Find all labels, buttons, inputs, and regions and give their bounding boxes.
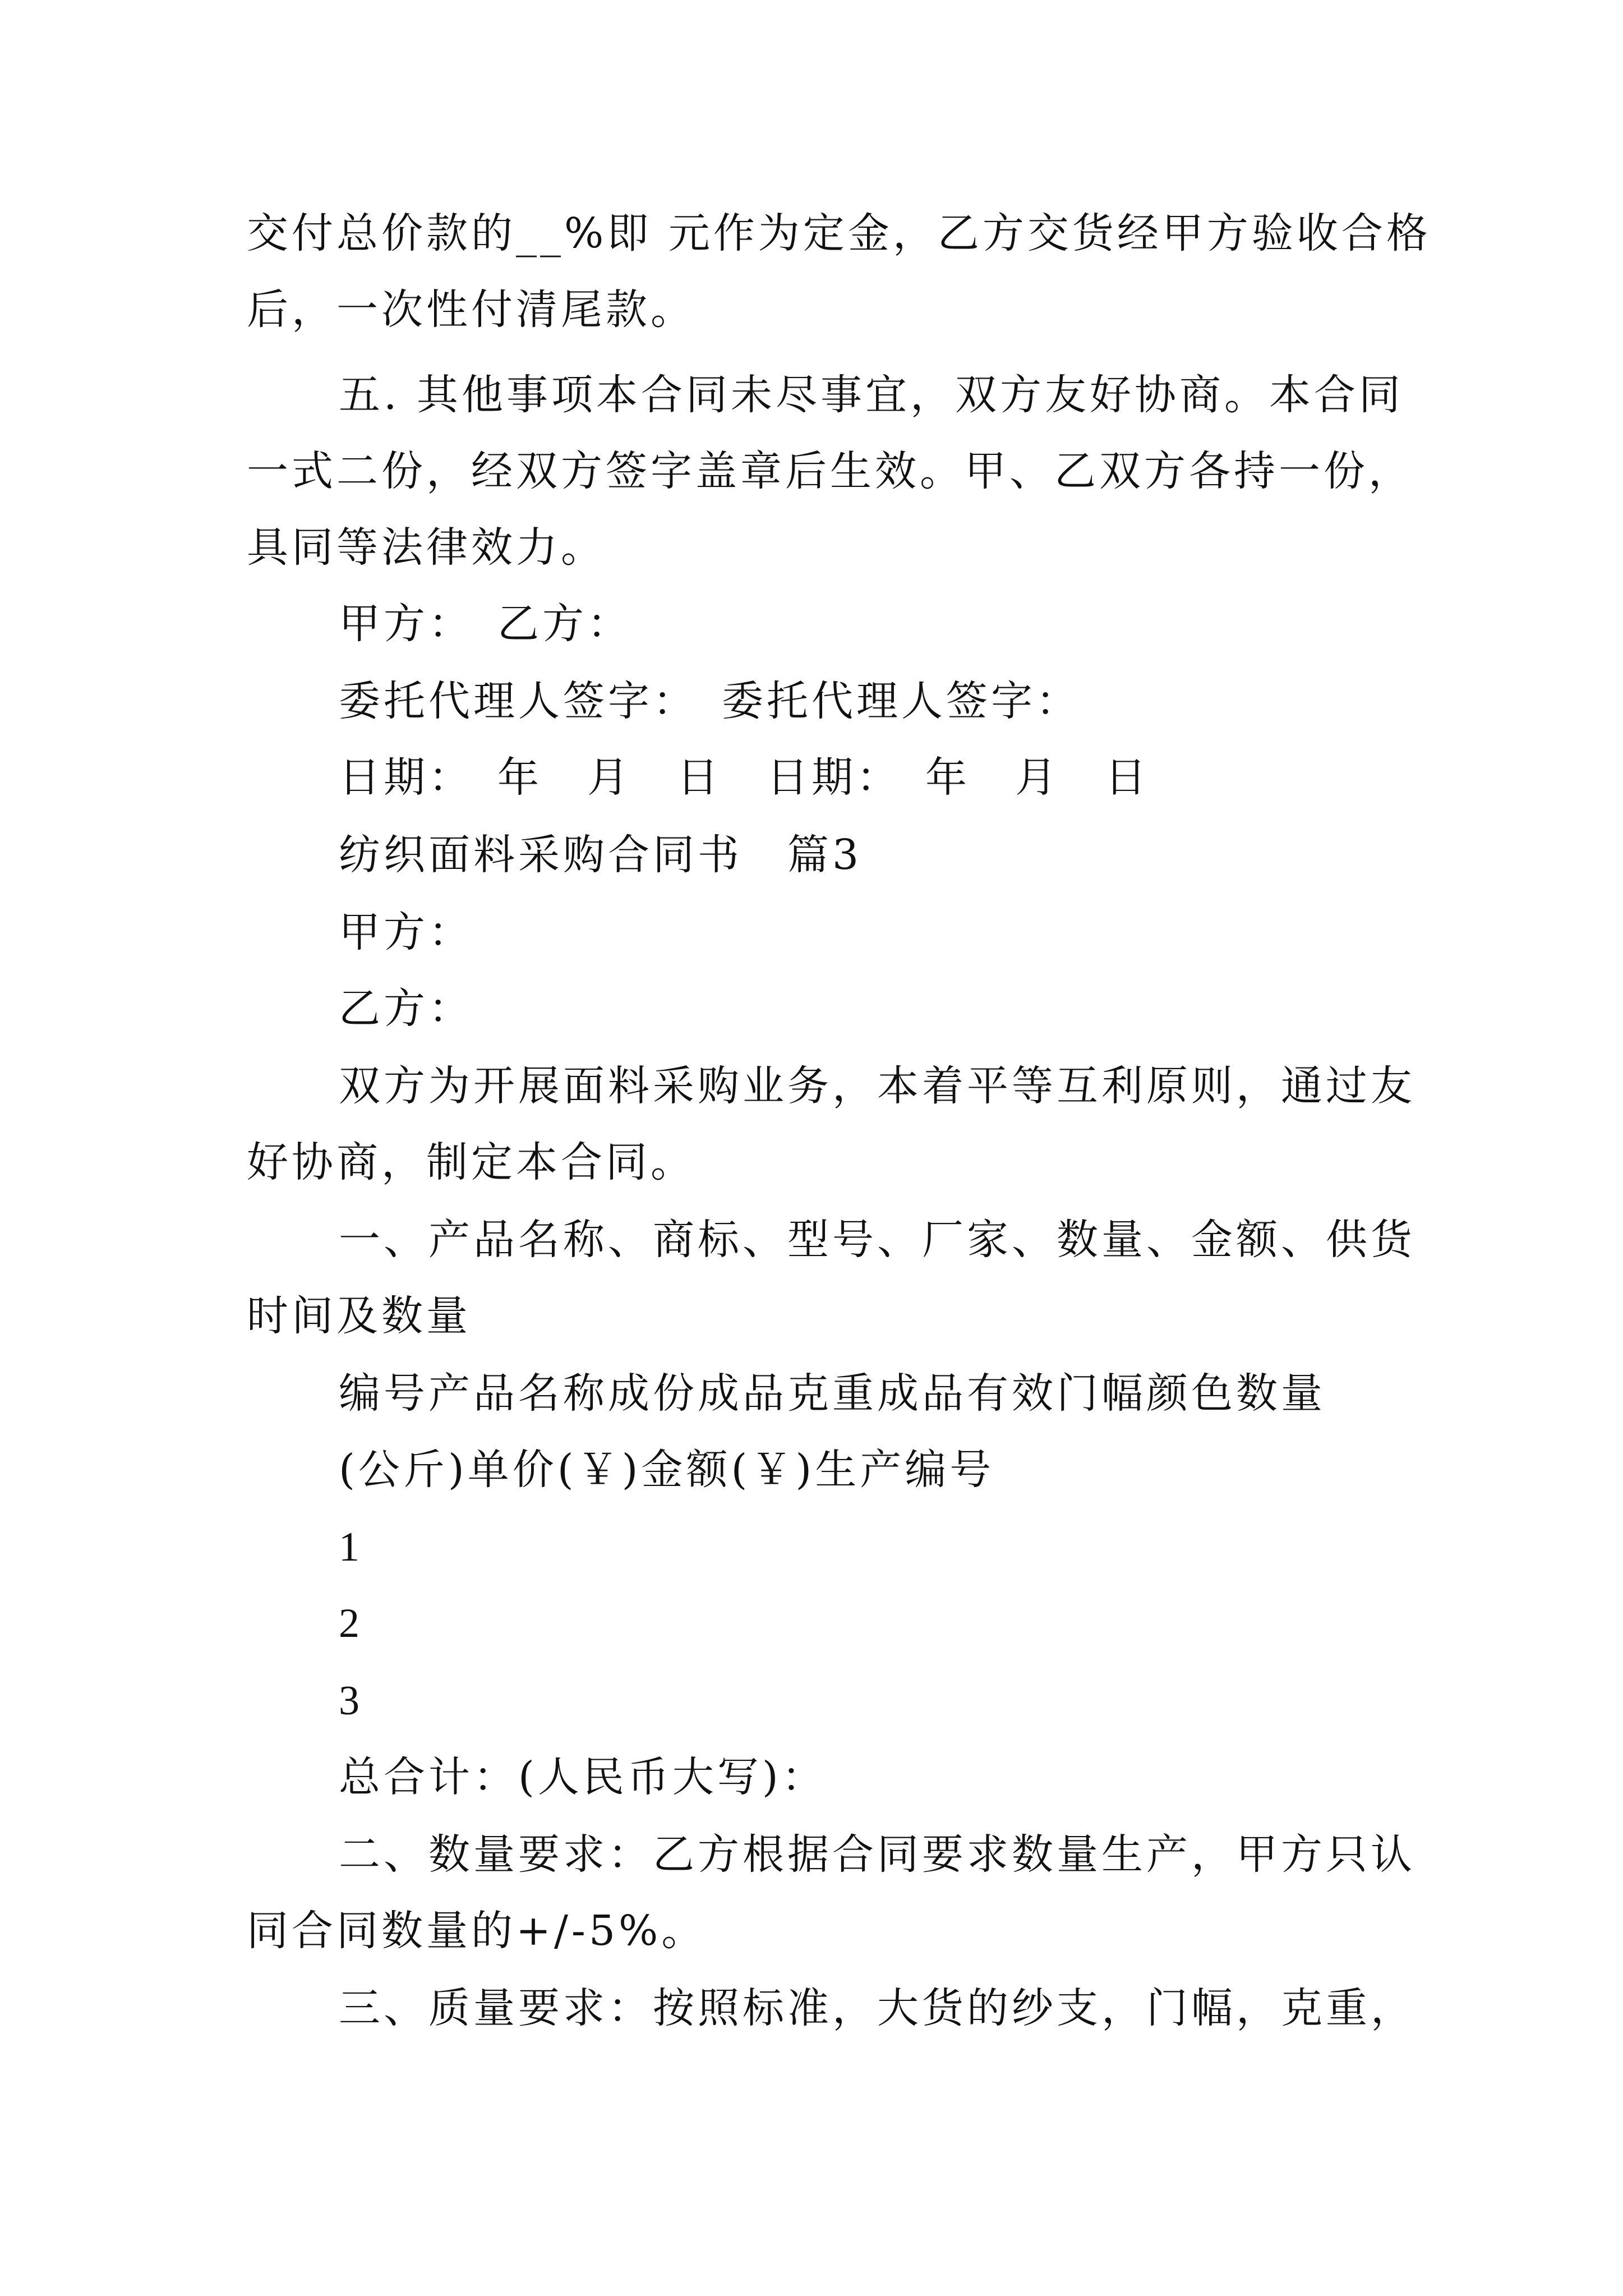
table-header-line: (公斤)单价(￥)金额(￥)生产编号 (339, 1446, 995, 1494)
table-row-number: 3 (339, 1678, 359, 1724)
table-row-number: 2 (339, 1600, 359, 1646)
paragraph-line: 好协商，制定本合同。 (247, 1138, 695, 1186)
paragraph-line: 三、质量要求：按照标准，大货的纱支，门幅，克重， (339, 1984, 1415, 2032)
paragraph-line: 具同等法律效力。 (247, 523, 606, 572)
section-title: 纺织面料采购合同书 篇3 (339, 831, 863, 879)
paragraph-line: 时间及数量 (247, 1292, 471, 1340)
signature-agent-line: 委托代理人签字： 委托代理人签字： (339, 677, 1081, 725)
paragraph-line: 二、数量要求：乙方根据合同要求数量生产，甲方只认 (339, 1830, 1415, 1879)
paragraph-line: 同合同数量的+/-5%。 (247, 1907, 707, 1955)
paragraph-line: 双方为开展面料采购业务，本着平等互利原则，通过友 (339, 1062, 1415, 1110)
paragraph-line: 五. 其他事项本合同未尽事宜，双方友好协商。本合同 (339, 371, 1404, 419)
paragraph-line: 交付总价款的__%即 元作为定金，乙方交货经甲方验收合格 (247, 209, 1431, 257)
table-row-number: 1 (339, 1524, 359, 1570)
party-a-line: 甲方： (339, 908, 473, 956)
total-line: 总合计：(人民币大写)： (339, 1753, 827, 1801)
party-b-line: 乙方： (339, 984, 473, 1033)
paragraph-line: 一、产品名称、商标、型号、厂家、数量、金额、供货 (339, 1216, 1415, 1264)
table-header-line: 编号产品名称成份成品克重成品有效门幅颜色数量 (339, 1369, 1326, 1418)
paragraph-line: 后，一次性付清尾款。 (247, 286, 695, 334)
paragraph-line: 一式二份，经双方签字盖章后生效。甲、乙双方各持一份， (247, 447, 1413, 495)
signature-party-line: 甲方： 乙方： (339, 600, 632, 648)
signature-date-line: 日期： 年 月 日 日期： 年 月 日 (339, 753, 1150, 802)
